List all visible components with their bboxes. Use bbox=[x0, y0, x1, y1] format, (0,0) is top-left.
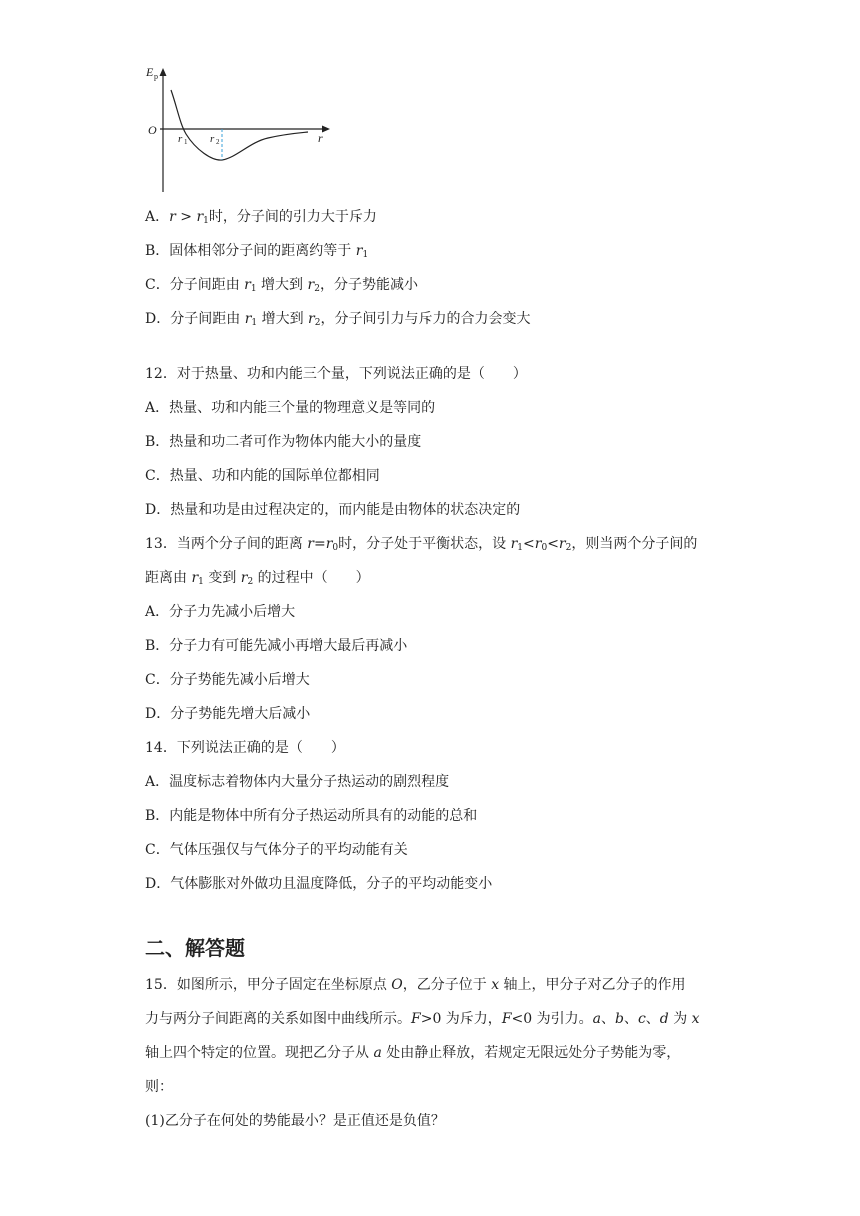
r2-label: r bbox=[210, 133, 215, 145]
q12-option-b: B．热量和功二者可作为物体内能大小的量度 bbox=[145, 434, 422, 450]
x-axis-arrow bbox=[322, 126, 330, 133]
q13-stem-line2: 距离由 $r_1$ 变到 $r_2$ 的过程中（ ） bbox=[145, 570, 370, 587]
q14-option-c: C．气体压强仅与气体分子的平均动能有关 bbox=[145, 842, 408, 858]
potential-energy-graph bbox=[140, 62, 340, 202]
q11-option-d: D．分子间距由 $r_1$ 增大到 $r_2$，分子间引力与斥力的合力会变大 bbox=[145, 311, 531, 328]
q15-line2: 力与两分子间距离的关系如图中曲线所示。F>0 为斥力，F<0 为引力。a、b、c、d 为 x bbox=[145, 1011, 700, 1027]
q11-option-b: B．固体相邻分子间的距离约等于 $r_1$ bbox=[145, 243, 369, 260]
q13-stem-line1: 13．当两个分子间的距离 $r=r_0$时，分子处于平衡状态，设 $r_1<r_0<r_2$，则当两个分子间的 bbox=[145, 536, 698, 553]
q11-option-a: A．$r > r_1$时，分子间的引力大于斥力 bbox=[145, 209, 377, 226]
q15-line3: 轴上四个特定的位置。现把乙分子从 a 处由静止释放，若规定无限远处分子势能为零， bbox=[145, 1045, 681, 1061]
q13-option-d: D．分子势能先增大后减小 bbox=[145, 706, 311, 722]
q14-option-b: B．内能是物体中所有分子热运动所具有的动能的总和 bbox=[145, 808, 478, 824]
section-title: 二、解答题 bbox=[145, 936, 245, 960]
q13-option-c: C．分子势能先减小后增大 bbox=[145, 672, 310, 688]
y-axis-label: E bbox=[146, 65, 154, 79]
potential-curve bbox=[171, 90, 308, 160]
q14-option-d: D．气体膨胀对外做功且温度降低，分子的平均动能变小 bbox=[145, 876, 493, 892]
q15-line1: 15．如图所示，甲分子固定在坐标原点 O，乙分子位于 x 轴上，甲分子对乙分子的作用 bbox=[145, 977, 686, 993]
q14-option-a: A．温度标志着物体内大量分子热运动的剧烈程度 bbox=[145, 774, 450, 790]
y-axis-sub: p bbox=[154, 72, 158, 81]
y-axis-arrow bbox=[160, 68, 167, 76]
q12-option-d: D．热量和功是由过程决定的，而内能是由物体的状态决定的 bbox=[145, 502, 521, 518]
q14-stem: 14．下列说法正确的是（ ） bbox=[145, 740, 345, 756]
q13-option-b: B．分子力有可能先减小再增大最后再减小 bbox=[145, 638, 408, 654]
r1-sub: 1 bbox=[184, 138, 188, 146]
q11-option-c: C．分子间距由 $r_1$ 增大到 $r_2$，分子势能减小 bbox=[145, 277, 418, 294]
q13-option-a: A．分子力先减小后增大 bbox=[145, 604, 296, 620]
origin-label: O bbox=[148, 123, 157, 137]
r2-sub: 2 bbox=[216, 138, 220, 146]
x-axis-label: r bbox=[318, 131, 323, 145]
q12-option-c: C．热量、功和内能的国际单位都相同 bbox=[145, 468, 380, 484]
q15-line4: 则： bbox=[145, 1079, 173, 1095]
q15-subquestion-1: (1)乙分子在何处的势能最小？是正值还是负值？ bbox=[145, 1113, 445, 1129]
q12-option-a: A．热量、功和内能三个量的物理意义是等同的 bbox=[145, 400, 436, 416]
q12-stem: 12．对于热量、功和内能三个量，下列说法正确的是（ ） bbox=[145, 366, 527, 382]
r1-label: r bbox=[178, 133, 183, 145]
